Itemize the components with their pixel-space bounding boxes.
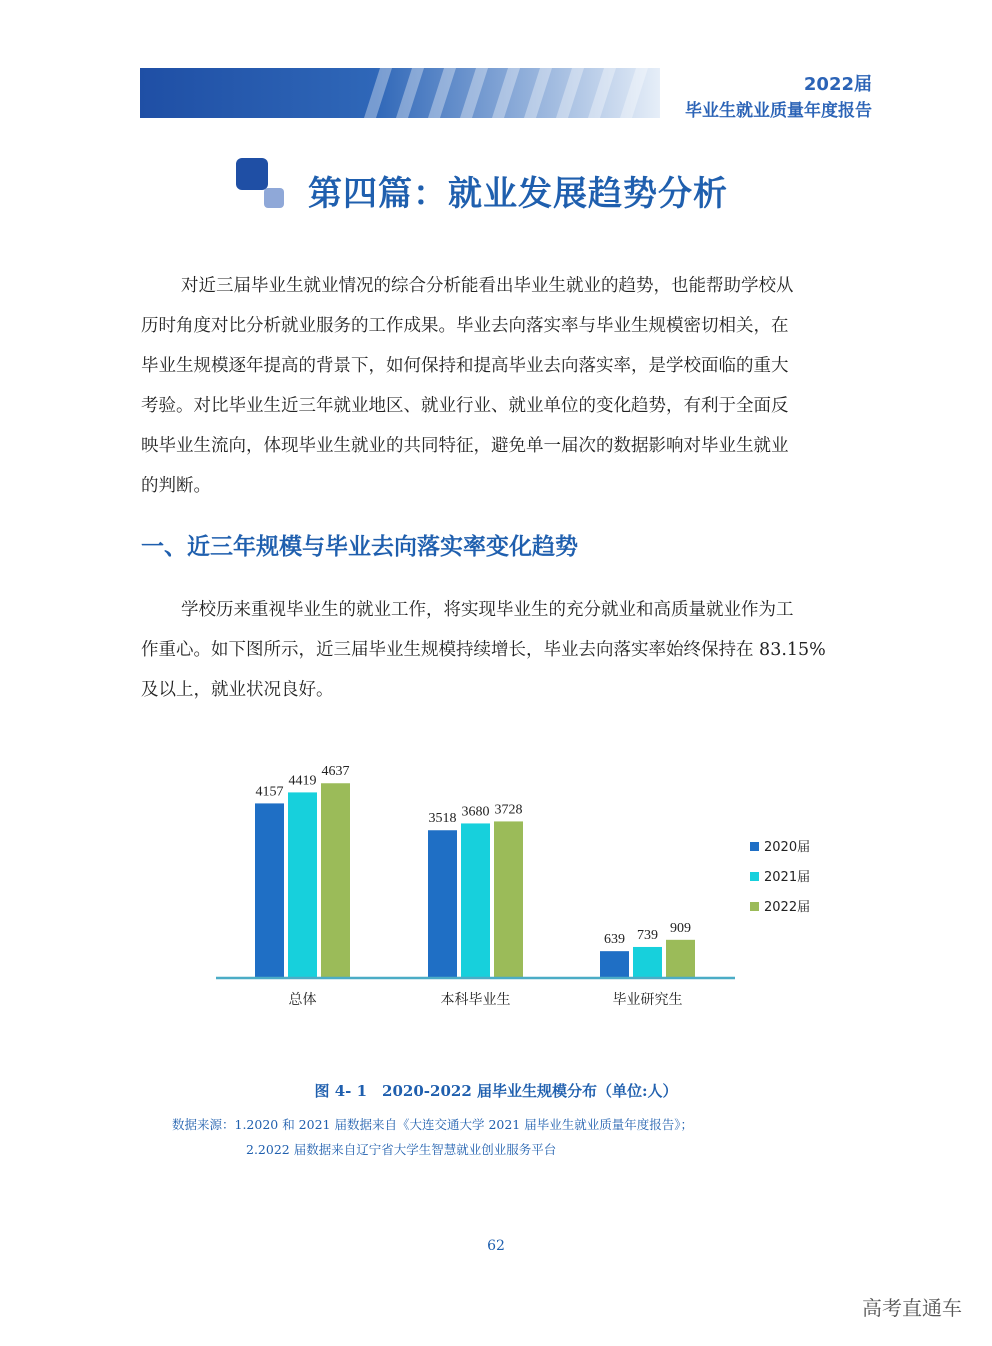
legend-label: 2021届 xyxy=(764,870,811,885)
bar xyxy=(633,947,662,978)
bar-value-label: 4637 xyxy=(321,764,350,780)
section-paragraph xyxy=(141,590,876,710)
legend-label: 2022届 xyxy=(764,900,811,915)
bar-chart xyxy=(180,730,840,1030)
category-label: 本科毕业生 xyxy=(440,992,511,1008)
legend-label: 2020届 xyxy=(764,840,811,855)
intro-line: 对近三届毕业生就业情况的综合分析能看出毕业生就业的趋势，也能帮助学校从 xyxy=(181,276,794,296)
bar xyxy=(461,823,490,978)
page-number: 62 xyxy=(487,1238,505,1254)
source-note-line2: 2.2022 届数据来自辽宁省大学生智慧就业创业服务平台 xyxy=(246,1142,557,1157)
bar-value-label: 639 xyxy=(604,932,625,948)
intro-line: 毕业生规模逐年提高的背景下，如何保持和提高毕业去向落实率，是学校面临的重大 xyxy=(141,356,789,376)
source-note-line1: 数据来源：1.2020 和 2021 届数据来自《大连交通大学 2021 届毕业生就业质量年度报告》； xyxy=(172,1117,693,1132)
legend-swatch xyxy=(750,842,759,851)
legend-swatch xyxy=(750,902,759,911)
bar xyxy=(494,821,523,978)
legend-swatch xyxy=(750,872,759,881)
bar-value-label: 4419 xyxy=(288,773,317,789)
intro-line: 的判断。 xyxy=(141,476,211,496)
bar xyxy=(600,951,629,978)
header-year: 2022届 xyxy=(803,74,872,95)
section-line: 及以上，就业状况良好。 xyxy=(141,680,334,700)
bar xyxy=(428,830,457,978)
bar xyxy=(666,940,695,978)
header-band xyxy=(140,68,660,118)
bar xyxy=(321,783,350,978)
bar-value-label: 3518 xyxy=(428,811,457,827)
section-heading: 一、近三年规模与毕业去向落实率变化趋势 xyxy=(141,534,578,560)
bar-value-label: 3728 xyxy=(494,802,523,818)
figure-caption: 图 4- 1 2020-2022 届毕业生规模分布（单位:人） xyxy=(314,1082,678,1100)
title-squares-icon xyxy=(236,158,288,210)
bar-value-label: 3680 xyxy=(461,804,490,820)
bar-value-label: 909 xyxy=(670,920,691,936)
watermark-text: 高考直通车 xyxy=(862,1296,962,1320)
intro-line: 映毕业生流向，体现毕业生就业的共同特征，避免单一届次的数据影响对毕业生就业 xyxy=(141,436,789,456)
section-line: 作重心。如下图所示，近三届毕业生规模持续增长，毕业去向落实率始终保持在 83.15% xyxy=(141,640,826,660)
bar xyxy=(255,803,284,978)
category-label: 毕业研究生 xyxy=(612,992,683,1008)
page-title: 第四篇：就业发展趋势分析 xyxy=(308,174,728,214)
intro-paragraph xyxy=(141,266,876,506)
bar xyxy=(288,792,317,978)
category-label: 总体 xyxy=(288,992,317,1008)
bar-value-label: 4157 xyxy=(255,784,284,800)
intro-line: 考验。对比毕业生近三年就业地区、就业行业、就业单位的变化趋势，有利于全面反 xyxy=(141,396,789,416)
bar-value-label: 739 xyxy=(637,927,658,943)
header-subtitle: 毕业生就业质量年度报告 xyxy=(685,101,872,121)
section-line: 学校历来重视毕业生的就业工作，将实现毕业生的充分就业和高质量就业作为工 xyxy=(181,600,794,620)
intro-line: 历时角度对比分析就业服务的工作成果。毕业去向落实率与毕业生规模密切相关，在 xyxy=(141,316,789,336)
